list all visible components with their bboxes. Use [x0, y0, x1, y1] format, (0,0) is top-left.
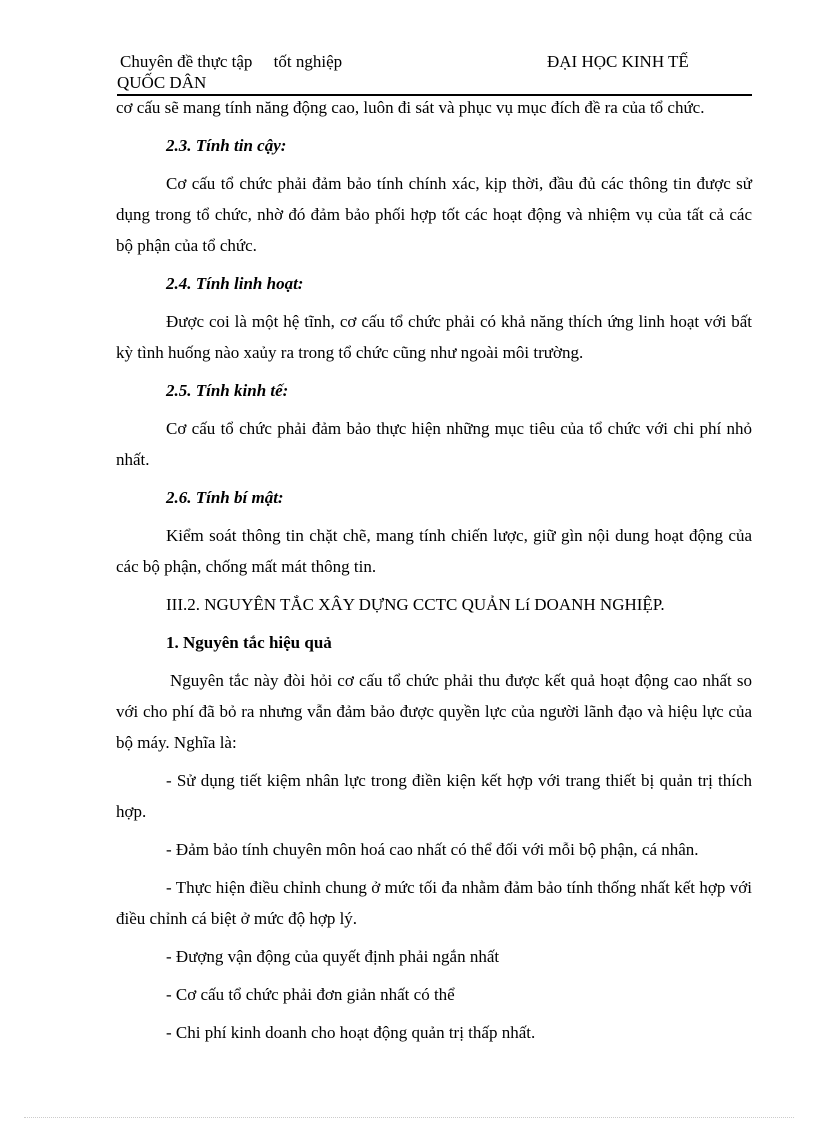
paragraph-continuation: cơ cấu sẽ mang tính năng động cao, luôn đi sát và phục vụ mục đích đề ra của tổ chức.: [116, 98, 705, 117]
page-bottom-divider: [24, 1117, 794, 1118]
heading-1-principle: 1. Nguyên tắc hiệu quả: [166, 633, 332, 652]
bullet-item-3: - Thực hiện điều chỉnh chung ở mức tối đa nhằm đảm bảo tính thống nhất kết hợp với điều chỉnh cá biệt ở mức độ hợp lý.: [116, 878, 752, 928]
bullet-item-5: - Cơ cấu tổ chức phải đơn giản nhất có thể: [166, 985, 455, 1004]
heading-2-3: 2.3. Tính tin cậy:: [166, 136, 287, 155]
bullet-item-4: - Đượng vận động của quyết định phải ngắn nhất: [166, 947, 500, 966]
bullet-item-2: - Đảm bảo tính chuyên môn hoá cao nhất có thể đối với mỗi bộ phận, cá nhân.: [166, 840, 699, 859]
heading-2-6: 2.6. Tính bí mật:: [166, 488, 284, 507]
heading-2-4: 2.4. Tính linh hoạt:: [166, 274, 304, 293]
paragraph-2-3: Cơ cấu tổ chức phải đảm bảo tính chính xác, kịp thời, đầu đủ các thông tin được sử dụng trong tổ chức, nhờ đó đảm bảo phối hợp tốt các hoạt động và nhiệm vụ của tất cả các bộ phận của tổ chức.: [116, 174, 752, 255]
page-header: [117, 48, 752, 96]
bullet-item-6: - Chi phí kinh doanh cho hoạt động quản trị thấp nhất.: [166, 1023, 536, 1042]
header-title-right: ĐẠI HỌC KINH TẾ: [547, 52, 689, 71]
header-title-left: Chuyên đề thực tập tốt nghiệp: [120, 52, 343, 71]
bullet-item-1: - Sử dụng tiết kiệm nhân lực trong điền kiện kết hợp với trang thiết bị quản trị thích hợp.: [116, 771, 752, 821]
paragraph-2-4: Được coi là một hệ tĩnh, cơ cấu tổ chức phải có khả năng thích ứng linh hoạt với bất kỳ tình huống nào xaủy ra trong tổ chức cũng như ngoài môi trường.: [116, 312, 752, 362]
section-heading-iii-2: III.2. NGUYÊN TẮC XÂY DỰNG CCTC QUẢN Lí DOANH NGHIỆP.: [166, 595, 665, 614]
document-body: [116, 92, 752, 1055]
paragraph-principle: Nguyên tắc này đòi hỏi cơ cấu tổ chức phải thu được kết quả hoạt động cao nhất so với cho phí đã bỏ ra nhưng vẫn đảm bảo được quyền lực của người lãnh đạo và hiệu lực của bộ máy. Nghĩa là:: [116, 671, 752, 752]
paragraph-2-6: Kiểm soát thông tin chặt chẽ, mang tính chiến lược, giữ gìn nội dung hoạt động của các bộ phận, chống mất mát thông tin.: [116, 526, 752, 576]
heading-2-5: 2.5. Tính kinh tế:: [166, 381, 289, 400]
paragraph-2-5: Cơ cấu tổ chức phải đảm bảo thực hiện những mục tiêu của tổ chức với chi phí nhỏ nhất.: [116, 419, 752, 469]
header-title-right-line2: QUỐC DÂN: [117, 73, 207, 92]
